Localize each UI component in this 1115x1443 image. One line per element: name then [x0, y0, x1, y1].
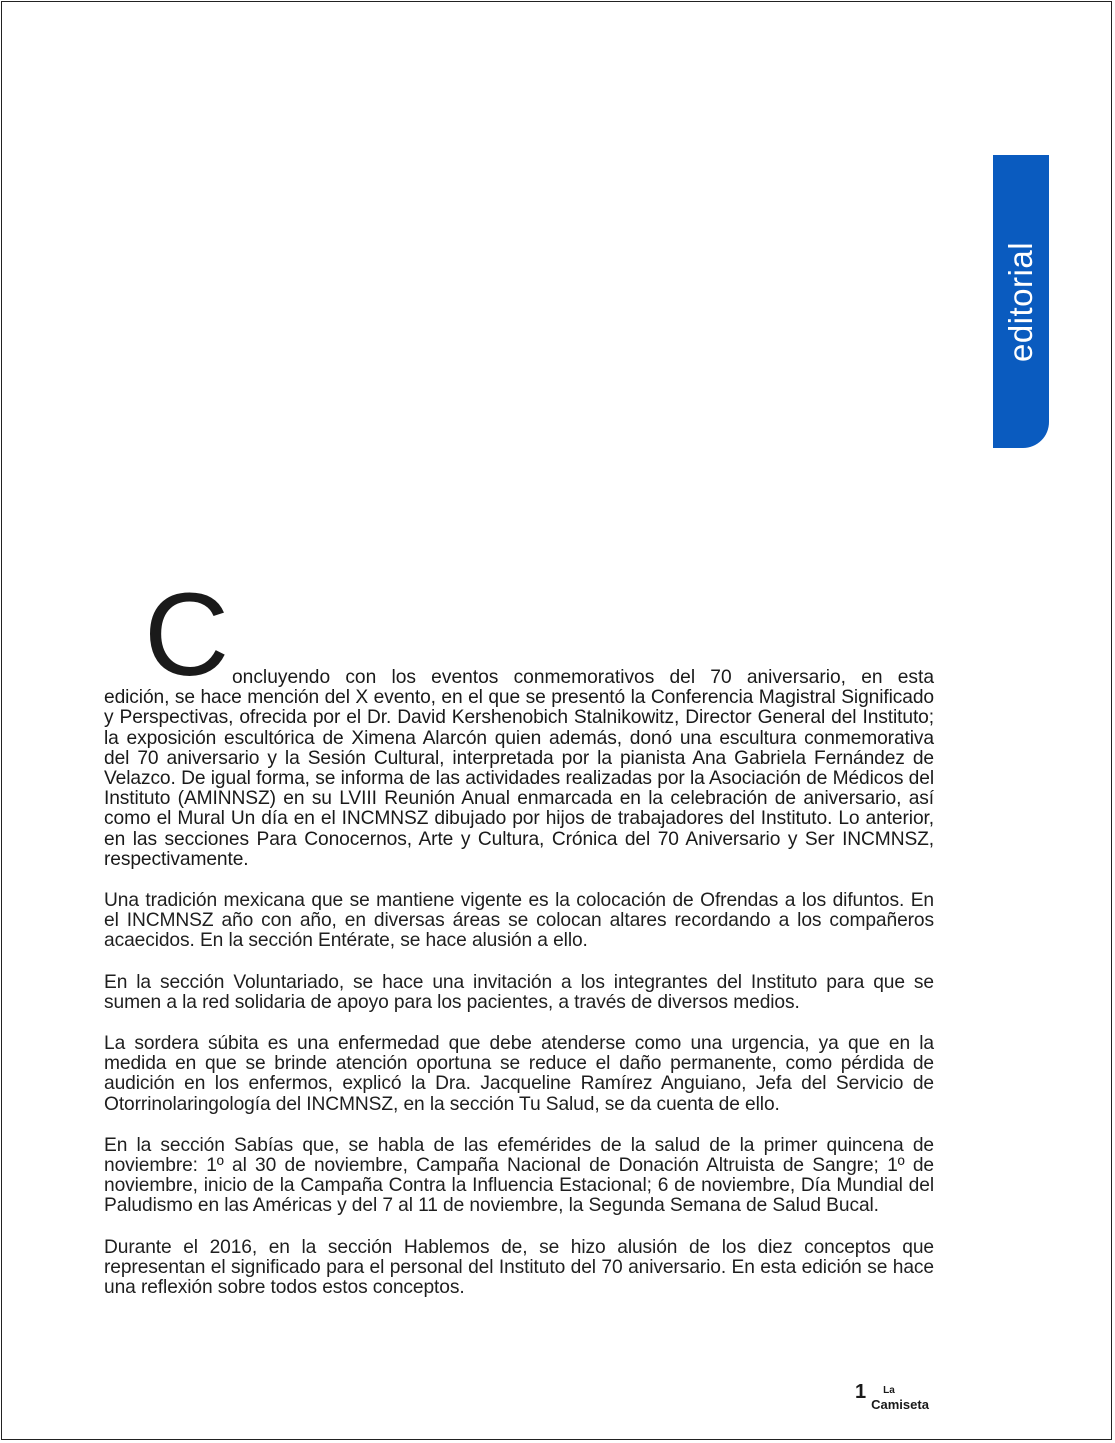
paragraph-hablemos-de: Durante el 2016, en la sección Hablemos de, se hizo alusión de los diez conceptos que representan el significado para el personal del Instituto del 70 aniversario. En esta edición se hace una reflexión sobre todos estos conceptos. [104, 1236, 934, 1299]
publication-name-top: La [883, 1385, 895, 1396]
lead-paragraph-body: edición, se hace mención del X evento, en el que se presentó la Conferencia Magistral Significado y Perspectivas, ofrecida por el Dr. David Kershenobich Stalnikowitz, Director General del Instituto; la exposición escultórica de Ximena Alarcón quien además, donó una escultura conmemorativa del 70 aniversario y la Sesión Cultural, interpretada por la pianista Ana Gabriela Fernández de Velazco. De igual forma, se informa de las actividades realizadas por la Asociación de Médicos del Instituto (AMINNSZ) en su LVIII Reunión Anual enmarcada en la celebración de aniversario, así como el Mural Un día en el INCMNSZ dibujado por hijos de trabajadores del Instituto. Lo anterior, en las secciones Para Conocernos, Arte y Cultura, Crónica del 70 Aniversario y Ser INCMNSZ, respectivamente. [104, 687, 934, 870]
publication-name-bottom: Camiseta [871, 1397, 929, 1412]
drop-cap: C [144, 569, 230, 701]
paragraph-ofrendas: Una tradición mexicana que se mantiene vigente es la colocación de Ofrendas a los difuntos. En el INCMNSZ año con año, en diversas áreas se colocan altares recordando a los compañeros acaecidos. En la sección Entérate, se hace alusión a ello. [104, 890, 934, 952]
page-number: 1 [855, 1381, 867, 1403]
paragraph-voluntariado: En la sección Voluntariado, se hace una invitación a los integrantes del Instituto para que se sumen a la red solidaria de apoyo para los pacientes, a través de diversos medios. [104, 971, 934, 1013]
publication-name [871, 1385, 929, 1411]
lead-paragraph [104, 569, 934, 870]
page-folio [855, 1382, 929, 1411]
section-tab [993, 155, 1049, 448]
paragraph-tu-salud: La sordera súbita es una enfermedad que debe atenderse como una urgencia, ya que en la medida en que se brinde atención oportuna se reduce el daño permanente, como pérdida de audición en los enfermos, explicó la Dra. Jacqueline Ramírez Anguiano, Jefa del Servicio de Otorrinolaringología del INCMNSZ, en la sección Tu Salud, se da cuenta de ello. [104, 1033, 934, 1115]
paragraph-sabias-que: En la sección Sabías que, se habla de las efemérides de la salud de la primer quincena de noviembre: 1º al 30 de noviembre, Campaña Nacional de Donación Altruista de Sangre; 1º de noviembre, inicio de la Campaña Contra la Influencia Estacional; 6 de noviembre, Día Mundial del Paludismo en las Américas y del 7 al 11 de noviembre, la Segunda Semana de Salud Bucal. [104, 1134, 934, 1217]
section-tab-label: editorial [1002, 241, 1039, 362]
lead-first-line: oncluyendo con los eventos conmemorativos del 70 aniversario, en esta [232, 667, 934, 688]
editorial-article [104, 569, 934, 1319]
